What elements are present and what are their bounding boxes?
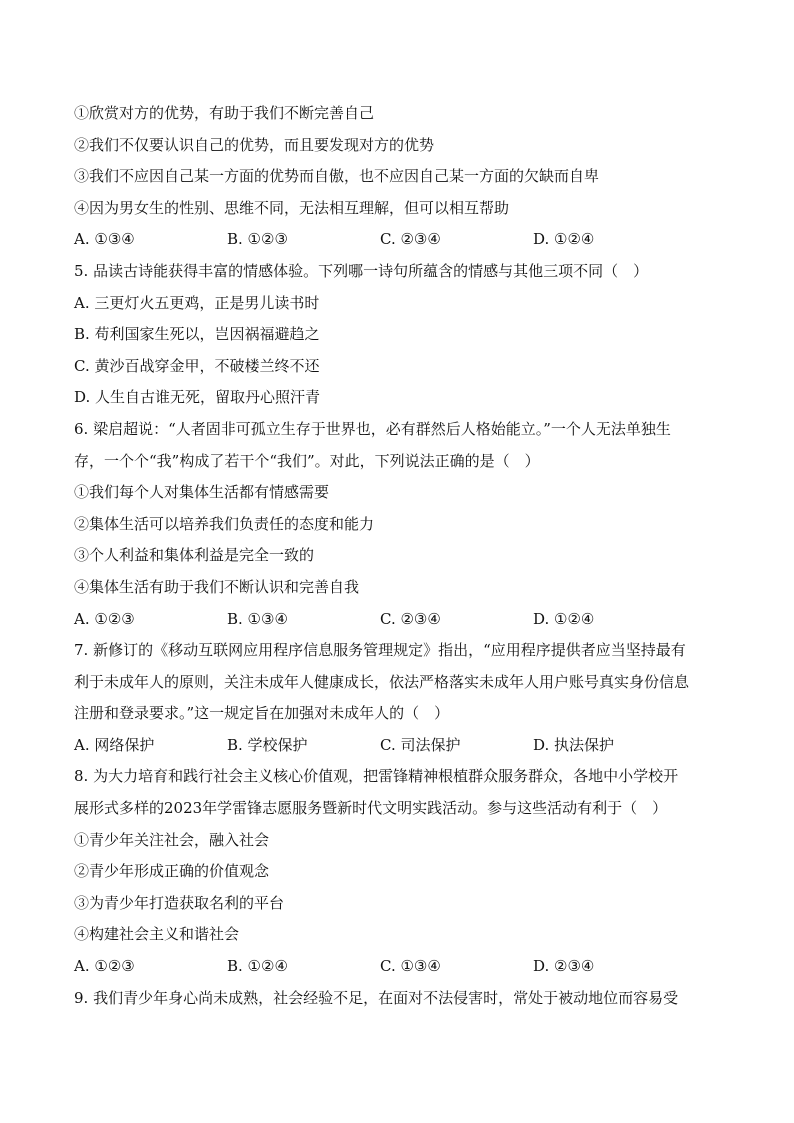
statement: ④构建社会主义和谐社会 bbox=[74, 925, 240, 944]
question-8 bbox=[74, 761, 724, 982]
option-b: B. ①②③ bbox=[227, 230, 288, 249]
statement: ③个人利益和集体利益是完全一致的 bbox=[74, 546, 315, 565]
option-b: B. ①③④ bbox=[227, 609, 288, 628]
answer-options bbox=[74, 730, 724, 762]
statement: ①我们每个人对集体生活都有情感需要 bbox=[74, 483, 330, 502]
question-6 bbox=[74, 414, 724, 635]
option-a: A. ①②③ bbox=[74, 609, 135, 628]
statement: ②集体生活可以培养我们负责任的态度和能力 bbox=[74, 514, 375, 533]
statement: ④集体生活有助于我们不断认识和完善自我 bbox=[74, 577, 360, 596]
statement: ①欣赏对方的优势，有助于我们不断完善自己 bbox=[74, 104, 375, 122]
question-7 bbox=[74, 635, 724, 761]
question-stem: 利于未成年人的原则，关注未成年人健康成长，依法严格落实未成年人用户账号真实身份信息 bbox=[74, 672, 690, 691]
answer-options bbox=[74, 951, 724, 983]
option-b: B. ①②④ bbox=[227, 957, 288, 976]
option-d: D. 执法保护 bbox=[533, 735, 615, 754]
option-b: B. 苟利国家生死以，岂因祸福避趋之 bbox=[74, 325, 320, 344]
answer-options bbox=[74, 224, 724, 256]
question-stem: 注册和登录要求。”这一规定旨在加强对未成年人的（ ） bbox=[74, 704, 450, 723]
option-c: C. ②③④ bbox=[380, 609, 441, 628]
statement: ②我们不仅要认识自己的优势，而且要发现对方的优势 bbox=[74, 135, 435, 154]
option-c: C. ②③④ bbox=[380, 230, 441, 249]
statement: ①青少年关注社会，融入社会 bbox=[74, 830, 270, 849]
statement: ②青少年形成正确的价值观念 bbox=[74, 862, 270, 881]
option-d: D. 人生自古谁无死，留取丹心照汗青 bbox=[74, 388, 321, 407]
option-a: A. ①③④ bbox=[74, 230, 135, 249]
question-stem: 9. 我们青少年身心尚未成熟，社会经验不足，在面对不法侵害时，常处于被动地位而容易受 bbox=[74, 988, 679, 1007]
statement: ③为青少年打造获取名利的平台 bbox=[74, 893, 285, 912]
option-a: A. 三更灯火五更鸡，正是男儿读书时 bbox=[74, 293, 320, 312]
question-stem: 5. 品读古诗能获得丰富的情感体验。下列哪一诗句所蕴含的情感与其他三项不同（ ） bbox=[74, 261, 649, 280]
question-4 bbox=[74, 98, 724, 256]
question-stem: 7. 新修订的《移动互联网应用程序信息服务管理规定》指出，“应用程序提供者应当坚持最有 bbox=[74, 641, 686, 660]
question-stem: 8. 为大力培育和践行社会主义核心价值观，把雷锋精神根植群众服务群众，各地中小学校开 bbox=[74, 767, 679, 786]
option-d: D. ②③④ bbox=[533, 957, 595, 976]
answer-options bbox=[74, 604, 724, 636]
option-c: C. 黄沙百战穿金甲，不破楼兰终不还 bbox=[74, 356, 320, 375]
statement: ③我们不应因自己某一方面的优势而自傲，也不应因自己某一方面的欠缺而自卑 bbox=[74, 167, 600, 186]
option-d: D. ①②④ bbox=[533, 609, 595, 628]
question-9 bbox=[74, 983, 724, 1015]
exam-page bbox=[74, 98, 724, 1014]
question-stem: 存，一个个“我”构成了若干个“我们”。对此，下列说法正确的是（ ） bbox=[74, 451, 540, 470]
question-5 bbox=[74, 256, 724, 414]
question-stem: 6. 梁启超说：“人者固非可孤立生存于世界也，必有群然后人格始能立。”一个人无法单独生 bbox=[74, 419, 671, 438]
option-a: A. ①②③ bbox=[74, 957, 135, 976]
statement: ④因为男女生的性别、思维不同，无法相互理解，但可以相互帮助 bbox=[74, 198, 510, 217]
option-c: C. 司法保护 bbox=[380, 735, 461, 754]
option-d: D. ①②④ bbox=[533, 230, 595, 249]
option-b: B. 学校保护 bbox=[227, 735, 308, 754]
option-c: C. ①③④ bbox=[380, 957, 441, 976]
option-a: A. 网络保护 bbox=[74, 735, 155, 754]
question-stem: 展形式多样的2023年学雷锋志愿服务暨新时代文明实践活动。参与这些活动有利于（ ） bbox=[74, 799, 668, 818]
